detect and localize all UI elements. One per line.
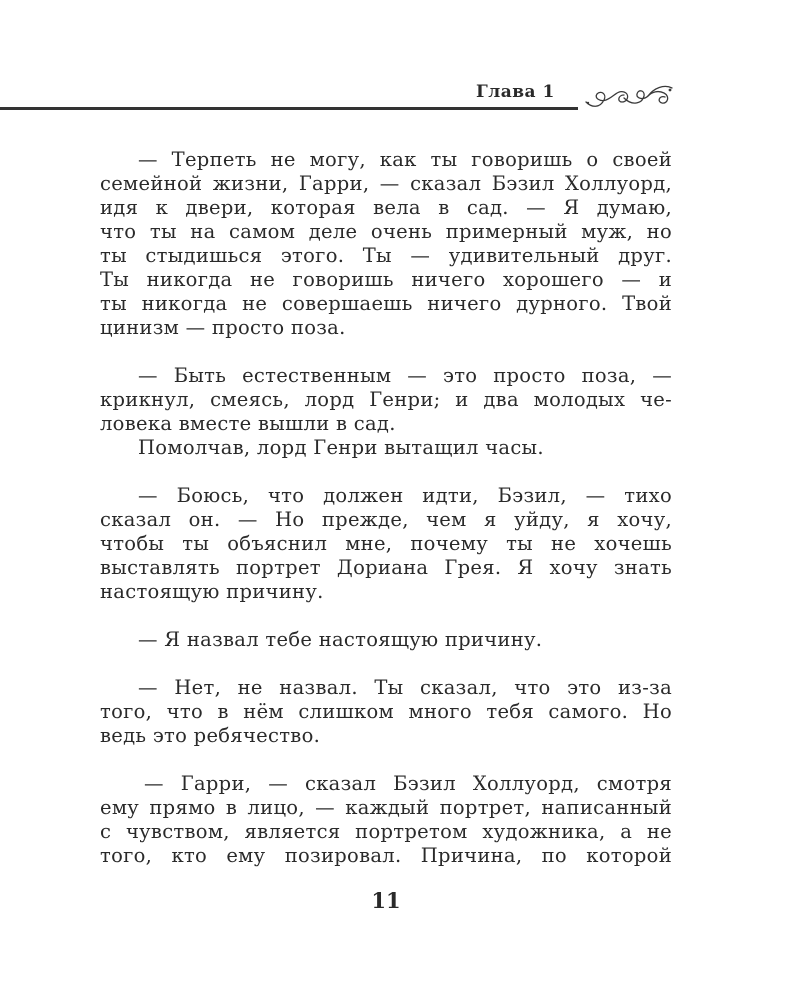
text-line: что ты на самом деле очень примерный муж, но (100, 220, 672, 243)
text-line: того, кто ему позировал. Причина, по которой (100, 844, 672, 867)
text-line: идя к двери, которая вела в сад. — Я думаю, (100, 196, 672, 219)
text-line: — Быть естественным — это просто поза, — (138, 364, 672, 387)
text-line: того, что в нём слишком много тебя самого. Но (100, 700, 672, 723)
text-line: Ты никогда не говоришь ничего хорошего — и (100, 268, 672, 291)
header-rule (0, 107, 578, 110)
text-line: сказал он. — Но прежде, чем я уйду, я хочу, (100, 508, 672, 531)
text-line: настоящую причину. (100, 580, 324, 603)
chapter-title: Глава 1 (476, 82, 555, 102)
text-line: цинизм — просто поза. (100, 316, 346, 339)
text-line: ты стыдишься этого. Ты — удивительный друг. (100, 244, 672, 267)
text-line: — Гарри, — сказал Бэзил Холлуорд, смотря (144, 772, 672, 795)
text-line: семейной жизни, Гарри, — сказал Бэзил Холлуорд, (100, 172, 672, 195)
body-text (100, 148, 672, 868)
text-line: выставлять портрет Дориана Грея. Я хочу знать (100, 556, 672, 579)
page-number: 11 (371, 888, 401, 913)
text-line: ему прямо в лицо, — каждый портрет, написанный (100, 796, 672, 819)
text-line: — Нет, не назвал. Ты сказал, что это из-за (138, 676, 672, 699)
text-line: — Терпеть не могу, как ты говоришь о своей (138, 148, 672, 171)
text-line: — Я назвал тебе настоящую причину. (138, 628, 543, 651)
text-line: — Боюсь, что должен идти, Бэзил, — тихо (138, 484, 672, 507)
text-line: ведь это ребячество. (100, 724, 321, 747)
text-line: чтобы ты объяснил мне, почему ты не хочешь (100, 532, 672, 555)
text-line: ты никогда не совершаешь ничего дурного. Твой (100, 292, 672, 315)
text-line: ловека вместе вышли в сад. (100, 412, 396, 435)
text-line: Помолчав, лорд Генри вытащил часы. (138, 436, 544, 459)
flourish-ornament-icon (584, 78, 676, 114)
text-line: крикнул, смеясь, лорд Генри; и два молодых че- (100, 388, 672, 411)
text-line: с чувством, является портретом художника, а не (100, 820, 672, 843)
